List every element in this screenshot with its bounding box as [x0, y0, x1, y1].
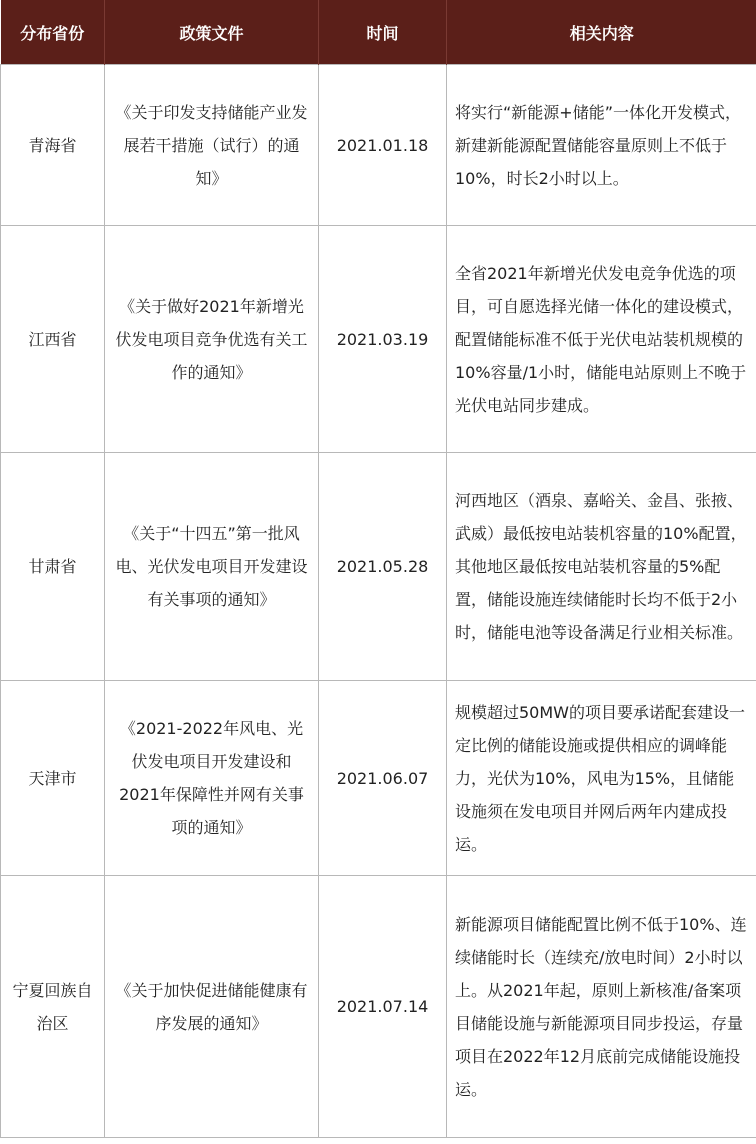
cell-document: 《关于印发支持储能产业发展若干措施（试行）的通知》 [105, 65, 319, 226]
cell-date: 2021.03.19 [319, 226, 447, 453]
table-row [1, 453, 756, 681]
cell-province: 江西省 [1, 226, 105, 453]
cell-document: 《2021-2022年风电、光伏发电项目开发建设和2021年保障性并网有关事项的通知》 [105, 681, 319, 876]
table-row [1, 681, 756, 876]
cell-province: 宁夏回族自治区 [1, 876, 105, 1138]
header-content: 相关内容 [447, 0, 756, 65]
cell-date: 2021.01.18 [319, 65, 447, 226]
cell-province: 天津市 [1, 681, 105, 876]
table-row [1, 226, 756, 453]
cell-date: 2021.05.28 [319, 453, 447, 681]
cell-date: 2021.07.14 [319, 876, 447, 1138]
cell-date: 2021.06.07 [319, 681, 447, 876]
cell-content: 规模超过50MW的项目要承诺配套建设一定比例的储能设施或提供相应的调峰能力，光伏为10%，风电为15%，且储能设施须在发电项目并网后两年内建成投运。 [447, 681, 756, 876]
table-header-row [1, 0, 756, 65]
cell-document: 《关于做好2021年新增光伏发电项目竞争优选有关工作的通知》 [105, 226, 319, 453]
header-document: 政策文件 [105, 0, 319, 65]
table-row [1, 876, 756, 1138]
cell-content: 新能源项目储能配置比例不低于10%、连续储能时长（连续充/放电时间）2小时以上。从2021年起，原则上新核准/备案项目储能设施与新能源项目同步投运，存量项目在2022年12月底前完成储能设施投运。 [447, 876, 756, 1138]
cell-content: 河西地区（酒泉、嘉峪关、金昌、张掖、武威）最低按电站装机容量的10%配置，其他地区最低按电站装机容量的5%配置，储能设施连续储能时长均不低于2小时，储能电池等设备满足行业相关标准。 [447, 453, 756, 681]
cell-content: 全省2021年新增光伏发电竞争优选的项目，可自愿选择光储一体化的建设模式，配置储能标准不低于光伏电站装机规模的10%容量/1小时，储能电站原则上不晚于光伏电站同步建成。 [447, 226, 756, 453]
cell-content: 将实行“新能源+储能”一体化开发模式，新建新能源配置储能容量原则上不低于10%，时长2小时以上。 [447, 65, 756, 226]
cell-province: 甘肃省 [1, 453, 105, 681]
cell-document: 《关于“十四五”第一批风电、光伏发电项目开发建设有关事项的通知》 [105, 453, 319, 681]
header-date: 时间 [319, 0, 447, 65]
table-row [1, 65, 756, 226]
cell-document: 《关于加快促进储能健康有序发展的通知》 [105, 876, 319, 1138]
cell-province: 青海省 [1, 65, 105, 226]
header-province: 分布省份 [1, 0, 105, 65]
